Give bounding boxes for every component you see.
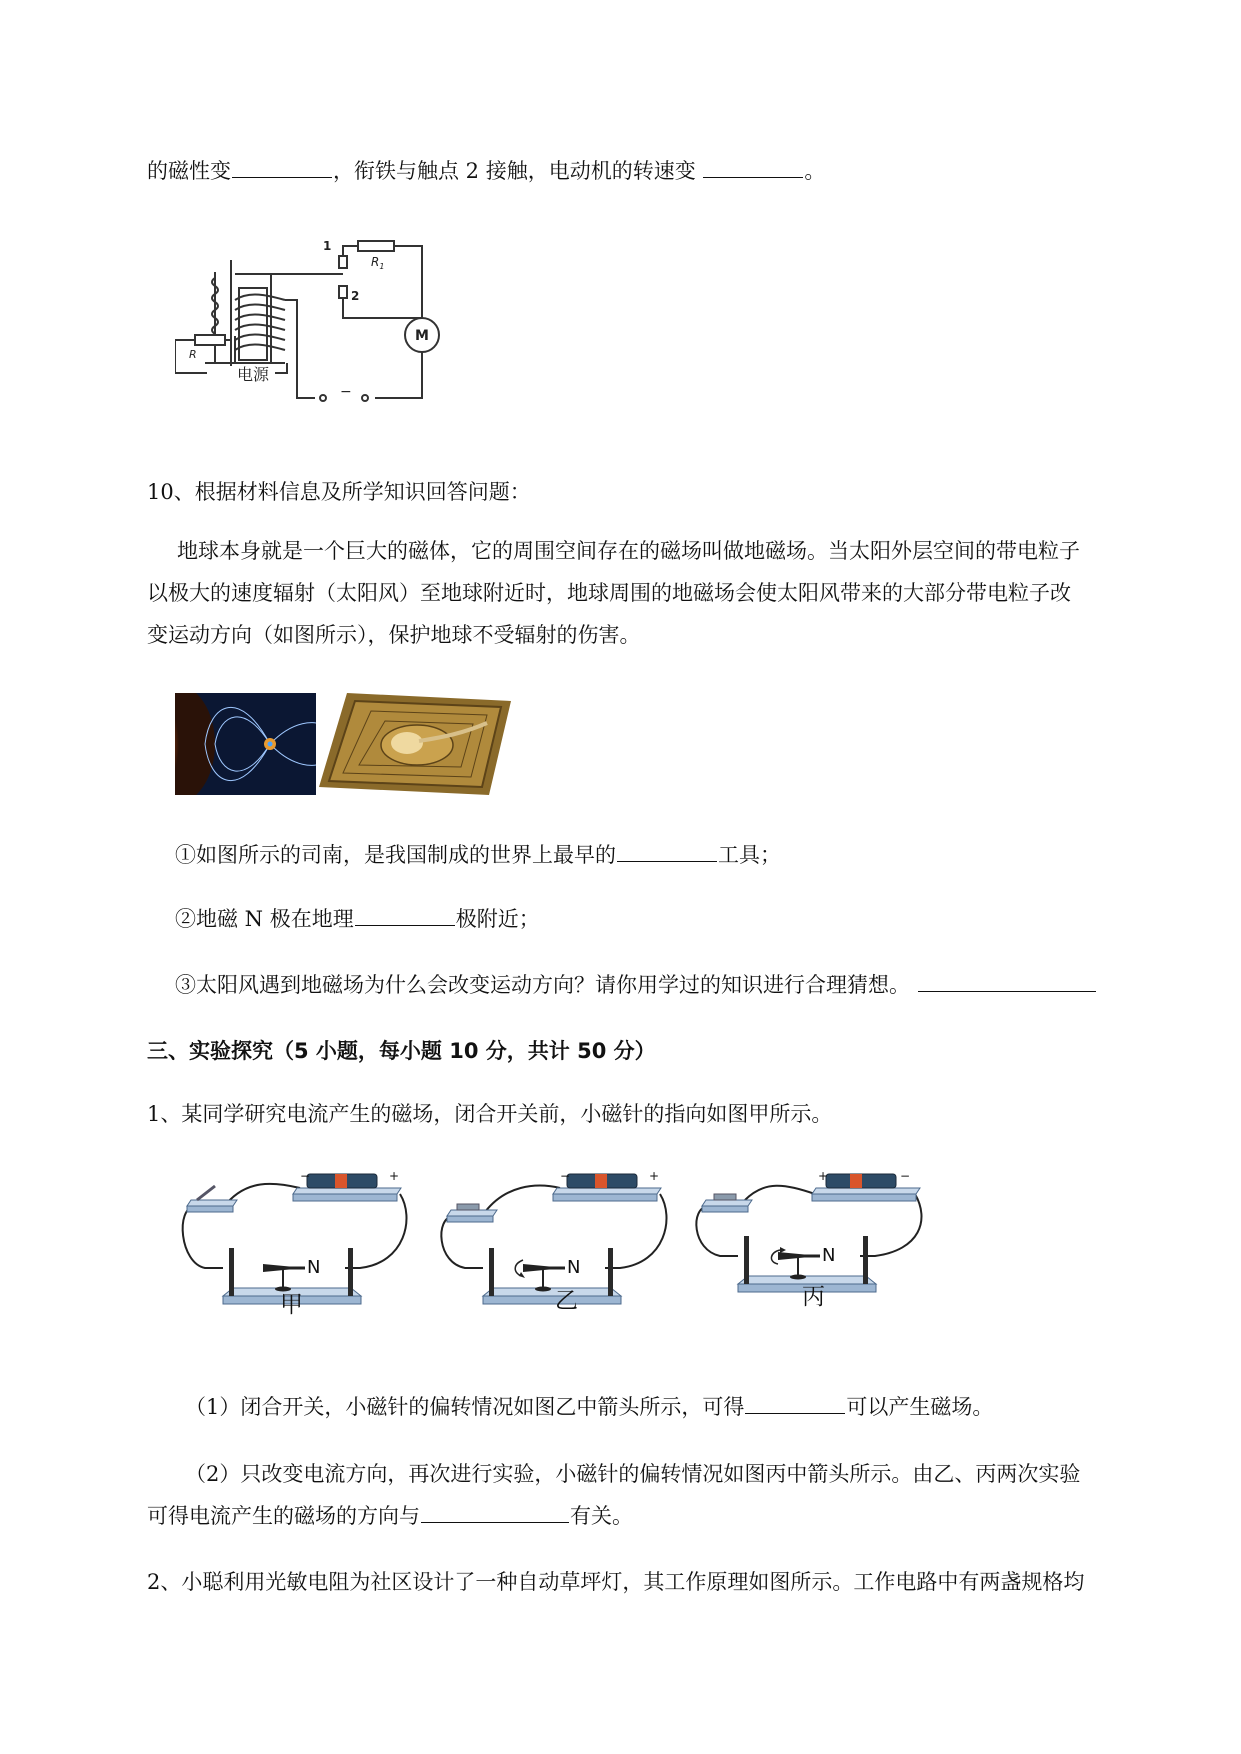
q10-sub1-blank[interactable] [617,841,717,862]
contact-2-label: 2 [351,289,360,303]
sinan-compass-image [319,693,511,795]
power-minus-label: − [340,384,352,400]
q9-text-3: 。 [804,159,826,183]
yi-minus-label: − [560,1169,571,1183]
q10-sub3 [175,971,1097,999]
exp2-title: 2、小聪利用光敏电阻为社区设计了一种自动草坪灯，其工作原理如图所示。工作电路中有两盏规格均 [147,1570,1085,1594]
power-label: 电源 [237,365,270,384]
yi-n-pole: N [567,1257,581,1278]
q9-text-2: ，衔铁与触点 2 接触，电动机的转速变 [333,159,696,183]
exp1-q2-text-b: 有关。 [570,1504,633,1528]
exp1-q1 [185,1393,993,1421]
exp1-q2-line-1: （2）只改变电流方向，再次进行实验，小磁针的偏转情况如图丙中箭头所示。由乙、丙两次实验 [185,1462,1081,1486]
q9-text-1: 的磁性变 [147,159,231,183]
jia-n-pole: N [307,1257,321,1278]
q10-sub3-text-a: ③太阳风遇到地磁场为什么会改变运动方向？请你用学过的知识进行合理猜想。 [175,973,910,997]
exp1-q2-blank[interactable] [421,1502,569,1523]
exp1-q1-text-a: （1）闭合开关，小磁针的偏转情况如图乙中箭头所示，可得 [185,1395,745,1419]
q10-sub2-text-b: 极附近； [455,907,540,931]
exp1-q1-blank[interactable] [745,1393,845,1414]
r-label: R [189,348,197,361]
q10-sub2 [175,905,540,933]
yi-plus-label: + [649,1169,660,1183]
exp1-q2-text-a: 可得电流产生的磁场的方向与 [147,1504,420,1528]
exp1-q2-line-2 [147,1502,633,1530]
bing-n-pole: N [822,1245,836,1266]
exp1-figure-yi [435,1168,675,1318]
bing-plus-label: + [818,1169,829,1183]
q9-blank-2[interactable] [703,157,803,178]
jia-plus-label: + [389,1169,400,1183]
fig-label-jia: 甲 [280,1292,303,1318]
q10-para-line-1: 地球本身就是一个巨大的磁体，它的周围空间存在的磁场叫做地磁场。当太阳外层空间的带电粒子 [177,539,1080,563]
exp1-q1-text-b: 可以产生磁场。 [846,1395,994,1419]
q10-sub1 [175,841,781,869]
section-3-heading: 三、实验探究（5 小题，每小题 10 分，共计 50 分） [147,1039,656,1063]
q10-sub3-blank[interactable] [918,971,1096,992]
exp1-title: 1、某同学研究电流产生的磁场，闭合开关前，小磁针的指向如图甲所示。 [147,1102,833,1126]
q10-para-line-2: 以极大的速度辐射（太阳风）至地球附近时，地球周围的地磁场会使太阳风带来的大部分带电粒子改 [147,581,1071,605]
q10-sub1-text-b: 工具； [718,843,781,867]
q9-answer-line [147,157,825,185]
exp1-figure-bing [690,1160,930,1310]
q10-sub1-text-a: ①如图所示的司南，是我国制成的世界上最早的 [175,843,616,867]
q10-para-line-3: 变运动方向（如图所示），保护地球不受辐射的伤害。 [147,623,641,647]
relay-circuit-figure [175,238,440,423]
q10-sub2-text-a: ②地磁 N 极在地理 [175,907,354,931]
motor-label: M [415,328,429,344]
exp1-figure-jia [175,1168,415,1318]
fig-label-bing: 丙 [802,1284,825,1310]
fig-label-yi: 乙 [555,1288,578,1314]
q10-title: 10、根据材料信息及所学知识回答问题： [147,480,531,504]
contact-1-label: 1 [323,239,332,253]
magnetosphere-image [175,693,316,795]
r1-label: $R_1$ [371,255,385,271]
bing-minus-label: − [900,1169,911,1183]
q9-blank-1[interactable] [232,157,332,178]
jia-minus-label: − [300,1169,311,1183]
q10-sub2-blank[interactable] [355,905,455,926]
